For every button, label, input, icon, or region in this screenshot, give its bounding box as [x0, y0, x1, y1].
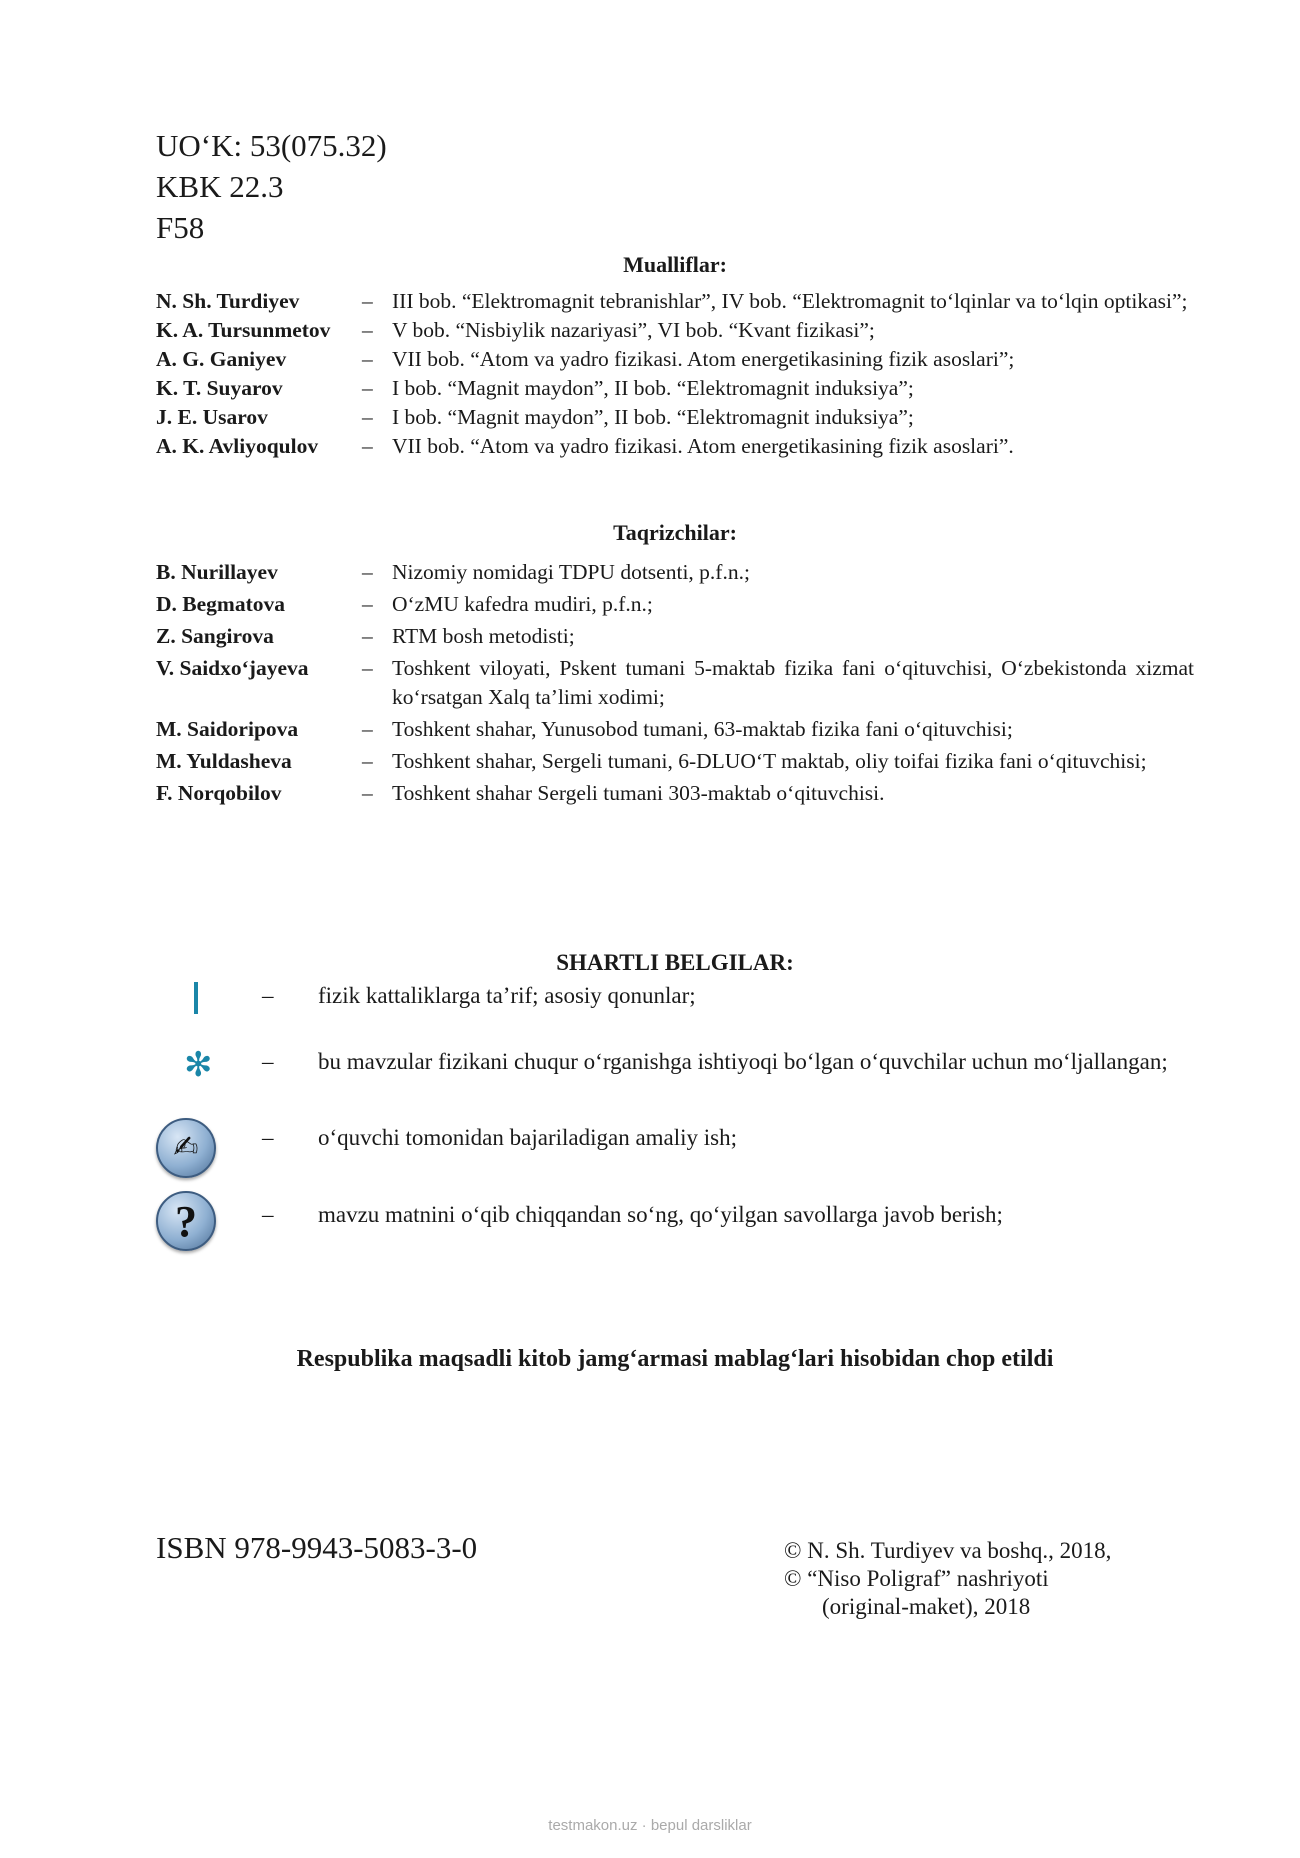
- legend-text: o‘quvchi tomonidan bajariladigan amaliy ish;: [318, 1125, 738, 1150]
- dash: –: [362, 376, 373, 400]
- dash: –: [362, 781, 373, 805]
- copyright-line: (original-maket), 2018: [822, 1594, 1031, 1619]
- dash: –: [362, 405, 373, 429]
- asterisk-icon: ✻: [184, 1045, 213, 1085]
- author-row: [156, 403, 1194, 432]
- dash: –: [362, 434, 373, 458]
- reviewer-row: [156, 715, 1194, 744]
- reviewer-position: Toshkent shahar, Sergeli tumani, 6-DLUO‘T maktab, oliy toifai fizika fani o‘qituvchisi;: [392, 749, 1147, 773]
- reviewer-row: [156, 558, 1194, 587]
- author-contribution: V bob. “Nisbiylik nazariyasi”, VI bob. “Kvant fizikasi”;: [392, 318, 875, 342]
- author-name: J. E. Usarov: [156, 405, 268, 429]
- author-name: A. G. Ganiyev: [156, 347, 287, 371]
- legend-item: [150, 980, 1194, 1011]
- lbc-code: KBK 22.3: [156, 169, 284, 204]
- dash: –: [362, 624, 373, 648]
- dash: –: [362, 592, 373, 616]
- reviewers-heading: Taqrizchilar:: [613, 520, 737, 545]
- reviewer-name: D. Begmatova: [156, 592, 285, 616]
- reviewer-position: Nizomiy nomidagi TDPU dotsenti, p.f.n.;: [392, 560, 750, 584]
- author-mark: F58: [156, 210, 205, 245]
- legend-text: fizik kattaliklarga ta’rif; asosiy qonunlar;: [318, 983, 696, 1008]
- legend-heading: SHARTLI BELGILAR:: [556, 950, 794, 975]
- dash: –: [362, 347, 373, 371]
- reviewer-position: O‘zMU kafedra mudiri, p.f.n.;: [392, 592, 653, 616]
- reviewer-position: RTM bosh metodisti;: [392, 624, 575, 648]
- isbn: ISBN 978-9943-5083-3-0: [156, 1530, 478, 1565]
- funding-note: Respublika maqsadli kitob jamg‘armasi mablag‘lari hisobidan chop etildi: [296, 1346, 1054, 1372]
- dash: –: [362, 289, 373, 313]
- legend-item: [150, 1197, 1194, 1246]
- reviewer-name: Z. Sangirova: [156, 624, 274, 648]
- legend-text: bu mavzular fizikani chuqur o‘rganishga ishtiyoqi bo‘lgan o‘quvchilar uchun mo‘ljallangan;: [318, 1049, 1168, 1074]
- legend-list: [150, 980, 1194, 1011]
- author-row: [156, 287, 1194, 316]
- copyright-line: © “Niso Poligraf” nashriyoti: [784, 1566, 1049, 1591]
- dash: –: [262, 1125, 274, 1150]
- dash: –: [262, 1049, 274, 1074]
- writing-hand-icon: ✍: [150, 1118, 214, 1182]
- legend-item: [150, 1045, 1194, 1085]
- reviewer-name: B. Nurillayev: [156, 560, 278, 584]
- author-contribution: I bob. “Magnit maydon”, II bob. “Elektromagnit induksiya”;: [392, 376, 914, 400]
- author-contribution: III bob. “Elektromagnit tebranishlar”, IV bob. “Elektromagnit to‘lqinlar va to‘lqin optikasi”;: [392, 289, 1188, 313]
- authors-heading: Mualliflar:: [623, 252, 727, 277]
- reviewer-row: [156, 590, 1194, 619]
- author-name: A. K. Avliyoqulov: [156, 434, 319, 458]
- udc-code: UO‘K: 53(075.32): [156, 128, 387, 163]
- reviewer-row: [156, 654, 1194, 712]
- question-mark-icon: ?: [150, 1191, 214, 1255]
- author-contribution: VII bob. “Atom va yadro fizikasi. Atom energetikasining fizik asoslari”;: [392, 347, 1015, 371]
- reviewer-name: F. Norqobilov: [156, 781, 282, 805]
- legend-list: [150, 1122, 1194, 1165]
- dash: –: [362, 717, 373, 741]
- reviewer-name: V. Saidxo‘jayeva: [156, 656, 309, 680]
- vertical-bar-icon: [150, 980, 214, 1044]
- copyright-block: [784, 1537, 1111, 1621]
- legend-list: [150, 1197, 1194, 1246]
- reviewer-position: Toshkent shahar Sergeli tumani 303-maktab o‘qituvchisi.: [392, 781, 885, 805]
- author-row: [156, 345, 1194, 374]
- author-row: [156, 316, 1194, 345]
- dash: –: [262, 1202, 274, 1227]
- reviewers-list: [156, 558, 1194, 808]
- reviewer-name: M. Yuldasheva: [156, 749, 292, 773]
- author-name: K. A. Tursunmetov: [156, 318, 331, 342]
- footer-watermark: testmakon.uz · bepul darsliklar: [548, 1817, 752, 1834]
- author-contribution: I bob. “Magnit maydon”, II bob. “Elektromagnit induksiya”;: [392, 405, 914, 429]
- legend-item: [150, 1122, 1194, 1165]
- dash: –: [362, 560, 373, 584]
- reviewer-name: M. Saidoripova: [156, 717, 299, 741]
- author-row: [156, 432, 1194, 461]
- reviewer-row: [156, 747, 1194, 776]
- dash: –: [262, 983, 274, 1008]
- reviewer-row: [156, 622, 1194, 651]
- author-row: [156, 374, 1194, 403]
- legend-list: [150, 1045, 1194, 1085]
- author-name: K. T. Suyarov: [156, 376, 283, 400]
- authors-list: [156, 287, 1194, 461]
- legend-text: mavzu matnini o‘qib chiqqandan so‘ng, qo‘yilgan savollarga javob berish;: [318, 1202, 1003, 1227]
- reviewer-row: [156, 779, 1194, 808]
- author-name: N. Sh. Turdiyev: [156, 289, 300, 313]
- reviewer-position: Toshkent viloyati, Pskent tumani 5-maktab fizika fani o‘qituvchisi, O‘zbekistonda xizmat ko‘rsatgan Xalq ta’limi xodimi;: [392, 656, 1194, 709]
- dash: –: [362, 656, 373, 680]
- reviewer-position: Toshkent shahar, Yunusobod tumani, 63-maktab fizika fani o‘qituvchisi;: [392, 717, 1013, 741]
- dash: –: [362, 749, 373, 773]
- dash: –: [362, 318, 373, 342]
- classification-codes: [156, 125, 387, 248]
- copyright-line: © N. Sh. Turdiyev va boshq., 2018,: [784, 1538, 1112, 1563]
- author-contribution: VII bob. “Atom va yadro fizikasi. Atom energetikasining fizik asoslari”.: [392, 434, 1014, 458]
